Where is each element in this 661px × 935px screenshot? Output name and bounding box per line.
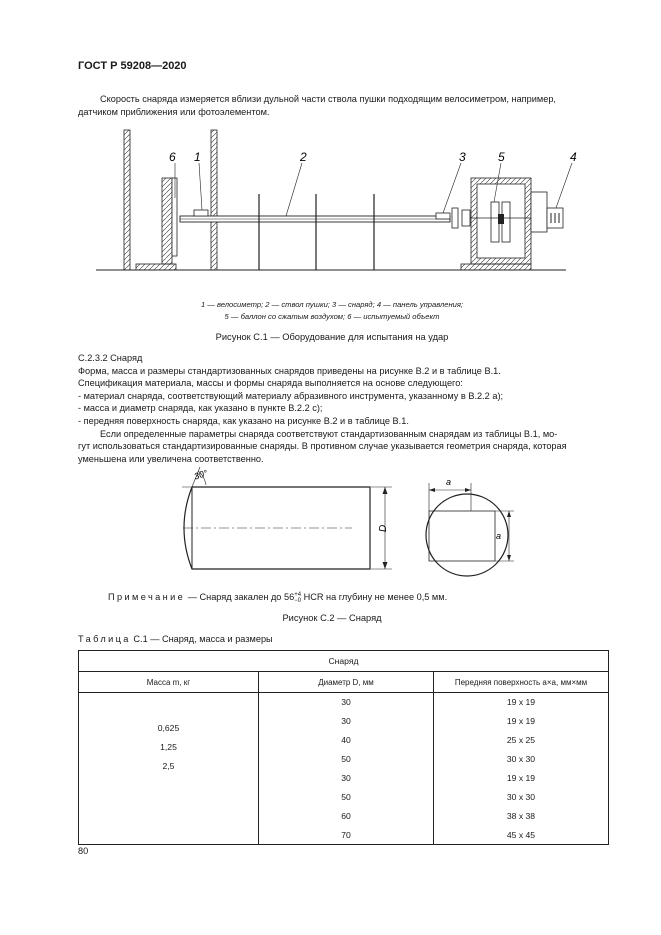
label-6: 6	[169, 150, 176, 164]
figure1-legend-line1: 1 — велосиметр; 2 — ствол пушки; 3 — снаряд; 4 — панель управления;	[200, 300, 464, 309]
label-1: 1	[194, 150, 201, 164]
side-a-label: a	[446, 477, 452, 487]
figure1-caption: Рисунок С.1 — Оборудование для испытания на удар	[215, 332, 449, 342]
column-header-front-surface: Передняя поверхность a×a, мм×мм	[434, 672, 609, 693]
surface-cell: 19 x 19	[434, 693, 609, 712]
label-4: 4	[570, 150, 577, 164]
velocimeter	[194, 210, 208, 216]
note-word: Примечание	[108, 592, 186, 602]
note-text-after: HCR на глубину не менее 0,5 мм.	[301, 592, 448, 602]
surface-cell: 25 x 25	[434, 731, 609, 750]
section-paragraph-3a: Если определенные параметры снаряда соответствуют стандартизованным снарядам из таблицы В.1, мо-	[100, 428, 558, 439]
section-heading: С.2.3.2 Снаряд	[78, 353, 143, 363]
label-5: 5	[498, 150, 505, 164]
list-item: - передняя поверхность снаряда, как указано на рисунке В.2 и в таблице В.1.	[78, 415, 409, 426]
projectile-table	[78, 650, 609, 845]
barrel-flange	[452, 208, 458, 228]
surface-cell: 19 x 19	[434, 712, 609, 731]
table-title	[78, 633, 273, 646]
figure2-note	[108, 591, 586, 604]
intro-paragraph: Скорость снаряда измеряется вблизи дульной части ствола пушки подходящим велосиметром, например, датчиком приближения или фотоэлементом.	[78, 94, 556, 117]
diameter-cell: 70	[259, 826, 434, 845]
figure1-legend-line2: 5 — баллон со сжатым воздухом; 6 — испытуемый объект	[224, 312, 440, 321]
side-a-vertical-label: a	[496, 531, 502, 541]
list-item: - масса и диаметр снаряда, как указано в пункте В.2.2 с);	[78, 403, 323, 414]
diameter-cell: 60	[259, 807, 434, 826]
impact-test-equipment-diagram	[96, 128, 577, 284]
note-tolerance-upper: +4	[294, 591, 302, 598]
table-title-word: Таблица	[78, 634, 131, 644]
diameter-label: D	[378, 524, 389, 532]
note-text: — Снаряд закален до 56	[185, 592, 295, 602]
diameter-cell: 30	[259, 769, 434, 788]
list-item: - материал снаряда, соответствующий материалу абразивного инструмента, указанному в В.2.2 а);	[78, 390, 504, 401]
projectile-drawing	[170, 465, 530, 585]
panel-connector	[531, 192, 547, 232]
diameter-cell: 50	[259, 788, 434, 807]
figure1-legend	[78, 299, 586, 323]
table-group-header: Снаряд	[79, 651, 609, 672]
section-paragraph-2: Спецификация материала, массы и формы снаряда выполняется на основе следующего:	[78, 378, 463, 389]
section-paragraph-3c: уменьшена или увеличена соответственно.	[78, 453, 264, 464]
page-number: 80	[78, 846, 89, 856]
angle-label: 30°	[192, 467, 209, 482]
valve	[491, 202, 499, 242]
column-header-mass: Масса m, кг	[79, 672, 259, 693]
section-paragraph-1: Форма, масса и размеры стандартизованных снарядов приведены на рисунке В.2 и в таблице В.1.	[78, 365, 501, 376]
note-tolerance-lower: −0	[294, 597, 302, 604]
section-paragraph-3b: гут использоваться стандартизированные снаряды. В противном случае указывается геометрия снаряда, которая	[78, 441, 567, 452]
projectile	[436, 213, 450, 219]
column-header-diameter: Диаметр D, мм	[259, 672, 434, 693]
mass-value: 0,625	[157, 723, 180, 733]
barrel-flange	[462, 210, 470, 226]
diameter-cell: 30	[259, 693, 434, 712]
label-3: 3	[459, 150, 466, 164]
wall-base	[136, 264, 176, 270]
surface-cell: 38 x 38	[434, 807, 609, 826]
document-header: ГОСТ Р 59208—2020	[78, 60, 187, 72]
diameter-cell: 30	[259, 712, 434, 731]
surface-cell: 30 x 30	[434, 750, 609, 769]
left-wall	[124, 130, 130, 270]
table-title-rest: С.1 — Снаряд, масса и размеры	[130, 634, 273, 644]
mass-value: 2,5	[162, 761, 175, 771]
mass-value: 1,25	[160, 742, 177, 752]
label-2: 2	[300, 150, 307, 164]
test-object-stand	[162, 178, 172, 264]
tank-base	[461, 264, 531, 270]
middle-wall	[211, 130, 217, 270]
mass-values-cell	[79, 693, 259, 845]
surface-cell: 19 x 19	[434, 769, 609, 788]
diameter-cell: 40	[259, 731, 434, 750]
surface-cell: 30 x 30	[434, 788, 609, 807]
test-object	[172, 178, 177, 256]
section-c232	[78, 352, 586, 465]
diameter-cell: 50	[259, 750, 434, 769]
surface-cell: 45 x 45	[434, 826, 609, 845]
figure2-caption: Рисунок С.2 — Снаряд	[282, 613, 382, 623]
